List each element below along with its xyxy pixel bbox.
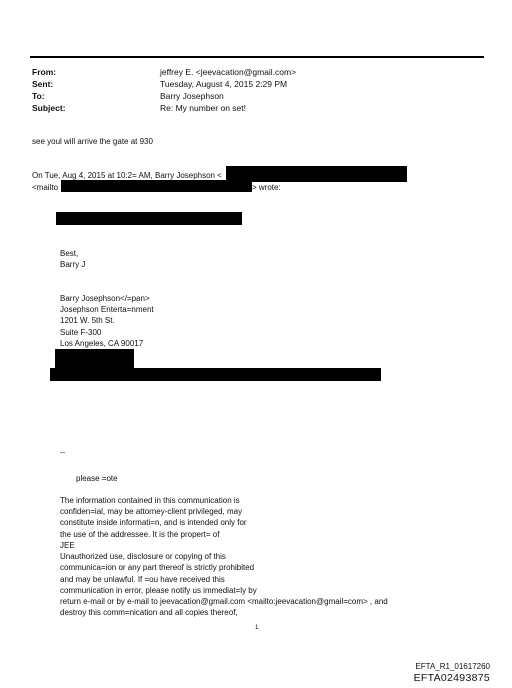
redaction-block bbox=[226, 166, 407, 182]
from-value: jeffrey E. <jeevacation@gmail.com> bbox=[160, 67, 297, 77]
signature-line: Suite F-300 bbox=[60, 328, 102, 337]
sent-label: Sent: bbox=[32, 79, 54, 89]
subject-label: Subject: bbox=[32, 103, 66, 113]
disclaimer-line: return e-mail or by e-mail to jeevacation@gmail.com <mailto:jeevacation@gmail=com> , and bbox=[60, 597, 388, 606]
reply-text: see youl will arrive the gate at 930 bbox=[32, 137, 153, 146]
quote-intro-wrote: > wrote: bbox=[252, 183, 281, 192]
disclaimer-line: communication in error, please notify us immediat=ly by bbox=[60, 586, 257, 595]
signature-line: Barry Josephson</=pan> bbox=[60, 294, 150, 303]
signoff-best: Best, bbox=[60, 249, 79, 258]
separator: -- bbox=[60, 448, 66, 457]
redaction-block bbox=[61, 180, 252, 192]
bates-number-primary: EFTA_R1_01617260 bbox=[415, 662, 490, 671]
signature-line: Los Angeles, CA 90017 bbox=[60, 339, 144, 348]
redaction-block bbox=[50, 368, 381, 381]
to-label: To: bbox=[32, 91, 45, 101]
signoff-name: Barry J bbox=[60, 260, 86, 269]
disclaimer-line: constitute inside informati=n, and is intended only for bbox=[60, 518, 247, 527]
sent-value: Tuesday, August 4, 2015 2:29 PM bbox=[160, 79, 288, 89]
to-value: Barry Josephson bbox=[160, 91, 224, 101]
page-number: 1 bbox=[255, 625, 259, 631]
quote-intro-line1: On Tue, Aug 4, 2015 at 10:2= AM, Barry Josephson < bbox=[32, 171, 222, 180]
header-rule bbox=[30, 56, 484, 58]
subject-value: Re: My number on set! bbox=[160, 103, 246, 113]
disclaimer-line: destroy this comm=nication and all copies thereof, bbox=[60, 608, 238, 617]
signature-line: 1201 W. 5th St. bbox=[60, 316, 115, 325]
disclaimer-line: Unauthorized use, disclosure or copying of this bbox=[60, 552, 226, 561]
disclaimer-line: confiden=ial, may be attorney-client privileged, may bbox=[60, 507, 243, 516]
bates-number-secondary: EFTA02493875 bbox=[413, 672, 490, 684]
please-note: please =ote bbox=[76, 474, 118, 483]
disclaimer-line: and may be unlawful. If =ou have received this bbox=[60, 575, 225, 584]
redaction-block bbox=[55, 349, 134, 369]
disclaimer-line: The information contained in this communication is bbox=[60, 496, 240, 505]
disclaimer-line: the use of the addressee. It is the propert= of bbox=[60, 530, 220, 539]
signature-line: Josephson Enterta=nment bbox=[60, 305, 154, 314]
from-label: From: bbox=[32, 67, 57, 77]
quote-intro-mailto: <mailto bbox=[32, 183, 59, 192]
redaction-block bbox=[56, 212, 242, 225]
disclaimer-line: communica=ion or any part thereof is strictly prohibited bbox=[60, 563, 255, 572]
disclaimer-line: JEE bbox=[60, 541, 75, 550]
